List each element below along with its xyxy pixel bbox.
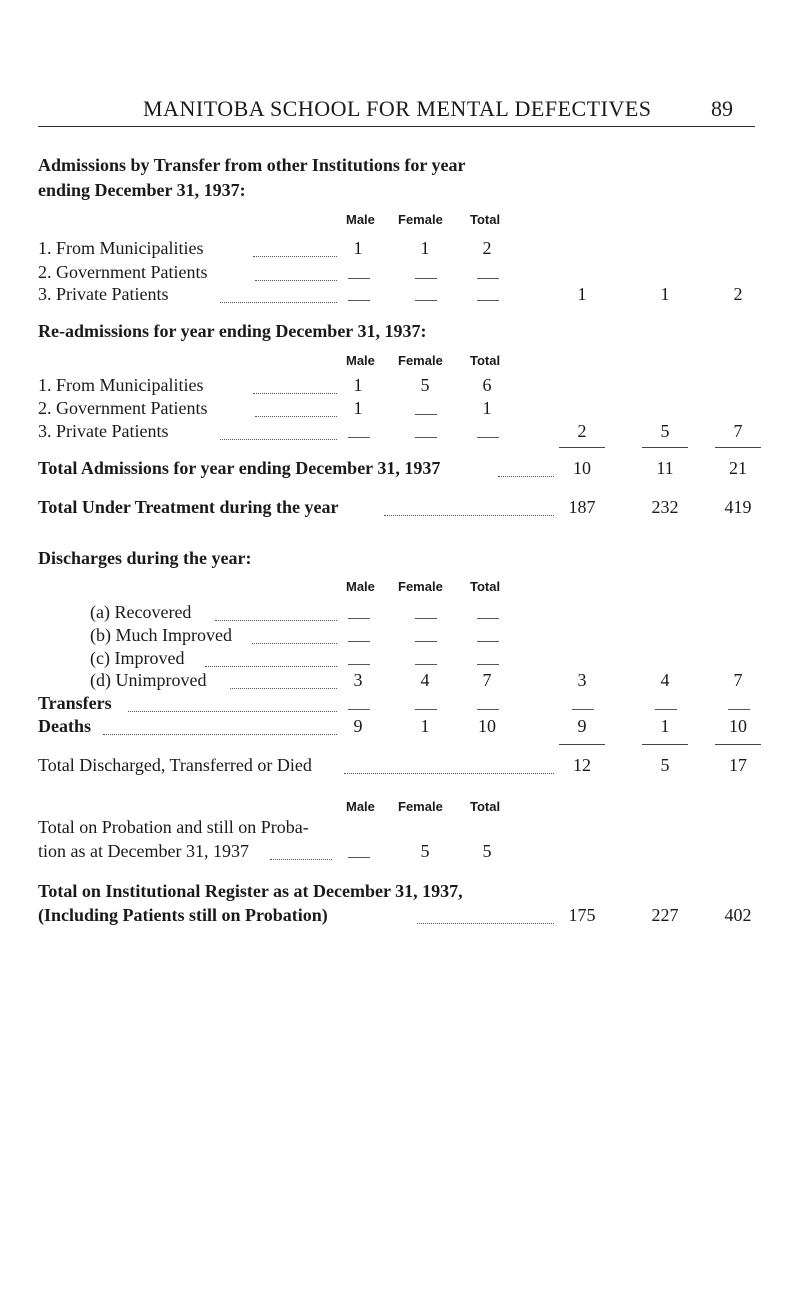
total-admissions-total: 21 xyxy=(729,458,747,478)
sum-total: 7 xyxy=(733,670,743,690)
total-admissions-female: 11 xyxy=(656,458,674,478)
admissions-title-line1: Admissions by Transfer from other Institutions for year xyxy=(38,155,466,175)
row-label: (d) Unimproved xyxy=(90,670,207,690)
total-admissions-male: 10 xyxy=(573,458,591,478)
empty-dash xyxy=(348,437,370,438)
dot-leader xyxy=(253,393,337,394)
cell-male: 1 xyxy=(353,238,363,258)
cell-male: 1 xyxy=(353,398,363,418)
column-header-female: Female xyxy=(398,353,443,368)
sum-total: 2 xyxy=(733,284,743,304)
transfers-label: Transfers xyxy=(38,693,112,713)
empty-dash xyxy=(477,437,499,438)
sum-female: 1 xyxy=(660,284,670,304)
empty-dash xyxy=(348,857,370,858)
dot-leader xyxy=(230,688,337,689)
page-number: 89 xyxy=(711,96,733,121)
sum-male: 2 xyxy=(577,421,587,441)
column-header-female: Female xyxy=(398,579,443,594)
empty-dash xyxy=(415,641,437,642)
empty-dash xyxy=(415,618,437,619)
empty-dash xyxy=(415,300,437,301)
sum-rule xyxy=(715,744,761,745)
cell-female: 5 xyxy=(420,375,430,395)
cell-total: 6 xyxy=(482,375,492,395)
sum-total: 10 xyxy=(729,716,747,736)
empty-dash xyxy=(415,709,437,710)
dot-leader xyxy=(220,302,337,303)
probation-label-line1: Total on Probation and still on Proba- xyxy=(38,817,309,837)
dot-leader xyxy=(255,280,337,281)
discharges-title: Discharges during the year: xyxy=(38,548,252,568)
cell-female: 1 xyxy=(420,716,430,736)
cell-total: 7 xyxy=(482,670,492,690)
column-header-male: Male xyxy=(346,579,375,594)
row-label: (c) Improved xyxy=(90,648,185,668)
under-treatment-total: 419 xyxy=(724,497,752,517)
empty-dash xyxy=(572,709,594,710)
cell-female: 4 xyxy=(420,670,430,690)
probation-label-line2: tion as at December 31, 1937 xyxy=(38,841,249,861)
sum-male: 1 xyxy=(577,284,587,304)
under-treatment-male: 187 xyxy=(568,497,596,517)
empty-dash xyxy=(348,618,370,619)
running-title: MANITOBA SCHOOL FOR MENTAL DEFECTIVES xyxy=(143,96,652,121)
sum-rule xyxy=(559,447,605,448)
probation-female: 5 xyxy=(420,841,430,861)
row-label: 1. From Municipalities xyxy=(38,238,204,258)
empty-dash xyxy=(477,618,499,619)
dot-leader xyxy=(103,734,337,735)
register-label-line1: Total on Institutional Register as at December 31, 1937, xyxy=(38,881,463,901)
cell-total: 1 xyxy=(482,398,492,418)
dot-leader xyxy=(215,620,337,621)
row-label: 2. Government Patients xyxy=(38,262,208,282)
empty-dash xyxy=(415,437,437,438)
total-under-treatment-label: Total Under Treatment during the year xyxy=(38,497,339,517)
dot-leader xyxy=(384,515,554,516)
page-header xyxy=(0,96,801,126)
total-discharged-male: 12 xyxy=(573,755,591,775)
sum-female: 1 xyxy=(660,716,670,736)
under-treatment-female: 232 xyxy=(651,497,679,517)
empty-dash xyxy=(348,709,370,710)
column-header-total: Total xyxy=(470,212,501,227)
empty-dash xyxy=(477,709,499,710)
readmissions-title: Re-admissions for year ending December 31, 1937: xyxy=(38,321,427,341)
column-header-total: Total xyxy=(470,353,501,368)
row-label: 3. Private Patients xyxy=(38,284,169,304)
total-discharged-total: 17 xyxy=(729,755,747,775)
sum-female: 4 xyxy=(660,670,670,690)
empty-dash xyxy=(348,300,370,301)
dot-leader xyxy=(498,476,554,477)
row-label: 3. Private Patients xyxy=(38,421,169,441)
dot-leader xyxy=(205,666,337,667)
cell-male: 9 xyxy=(353,716,363,736)
cell-total: 2 xyxy=(482,238,492,258)
column-header-male: Male xyxy=(346,353,375,368)
column-header-female: Female xyxy=(398,212,443,227)
probation-total: 5 xyxy=(482,841,492,861)
deaths-label: Deaths xyxy=(38,716,91,736)
empty-dash xyxy=(415,414,437,415)
empty-dash xyxy=(348,664,370,665)
column-header-total: Total xyxy=(470,799,501,814)
total-admissions-label: Total Admissions for year ending December 31, 1937 xyxy=(38,458,441,478)
dot-leader xyxy=(128,711,337,712)
empty-dash xyxy=(348,641,370,642)
register-total: 402 xyxy=(724,905,752,925)
cell-female: 1 xyxy=(420,238,430,258)
sum-male: 9 xyxy=(577,716,587,736)
header-rule xyxy=(38,126,755,127)
register-male: 175 xyxy=(568,905,596,925)
empty-dash xyxy=(655,709,677,710)
empty-dash xyxy=(348,278,370,279)
dot-leader xyxy=(252,643,337,644)
dot-leader xyxy=(255,416,337,417)
column-header-male: Male xyxy=(346,799,375,814)
dot-leader xyxy=(417,923,554,924)
total-discharged-label: Total Discharged, Transferred or Died xyxy=(38,755,312,775)
dot-leader xyxy=(253,256,337,257)
dot-leader xyxy=(220,439,337,440)
column-header-total: Total xyxy=(470,579,501,594)
empty-dash xyxy=(477,664,499,665)
empty-dash xyxy=(728,709,750,710)
cell-total: 10 xyxy=(478,716,496,736)
admissions-title-line2: ending December 31, 1937: xyxy=(38,180,246,200)
sum-female: 5 xyxy=(660,421,670,441)
sum-total: 7 xyxy=(733,421,743,441)
row-label: (a) Recovered xyxy=(90,602,192,622)
empty-dash xyxy=(477,300,499,301)
row-label: (b) Much Improved xyxy=(90,625,232,645)
empty-dash xyxy=(477,641,499,642)
sum-rule xyxy=(715,447,761,448)
sum-rule xyxy=(642,744,688,745)
cell-male: 1 xyxy=(353,375,363,395)
register-female: 227 xyxy=(651,905,679,925)
column-header-female: Female xyxy=(398,799,443,814)
cell-male: 3 xyxy=(353,670,363,690)
empty-dash xyxy=(415,278,437,279)
dot-leader xyxy=(344,773,554,774)
column-header-male: Male xyxy=(346,212,375,227)
sum-rule xyxy=(642,447,688,448)
dot-leader xyxy=(270,859,332,860)
sum-male: 3 xyxy=(577,670,587,690)
register-label-line2: (Including Patients still on Probation) xyxy=(38,905,328,925)
row-label: 2. Government Patients xyxy=(38,398,208,418)
total-discharged-female: 5 xyxy=(660,755,670,775)
sum-rule xyxy=(559,744,605,745)
empty-dash xyxy=(415,664,437,665)
empty-dash xyxy=(477,278,499,279)
row-label: 1. From Municipalities xyxy=(38,375,204,395)
